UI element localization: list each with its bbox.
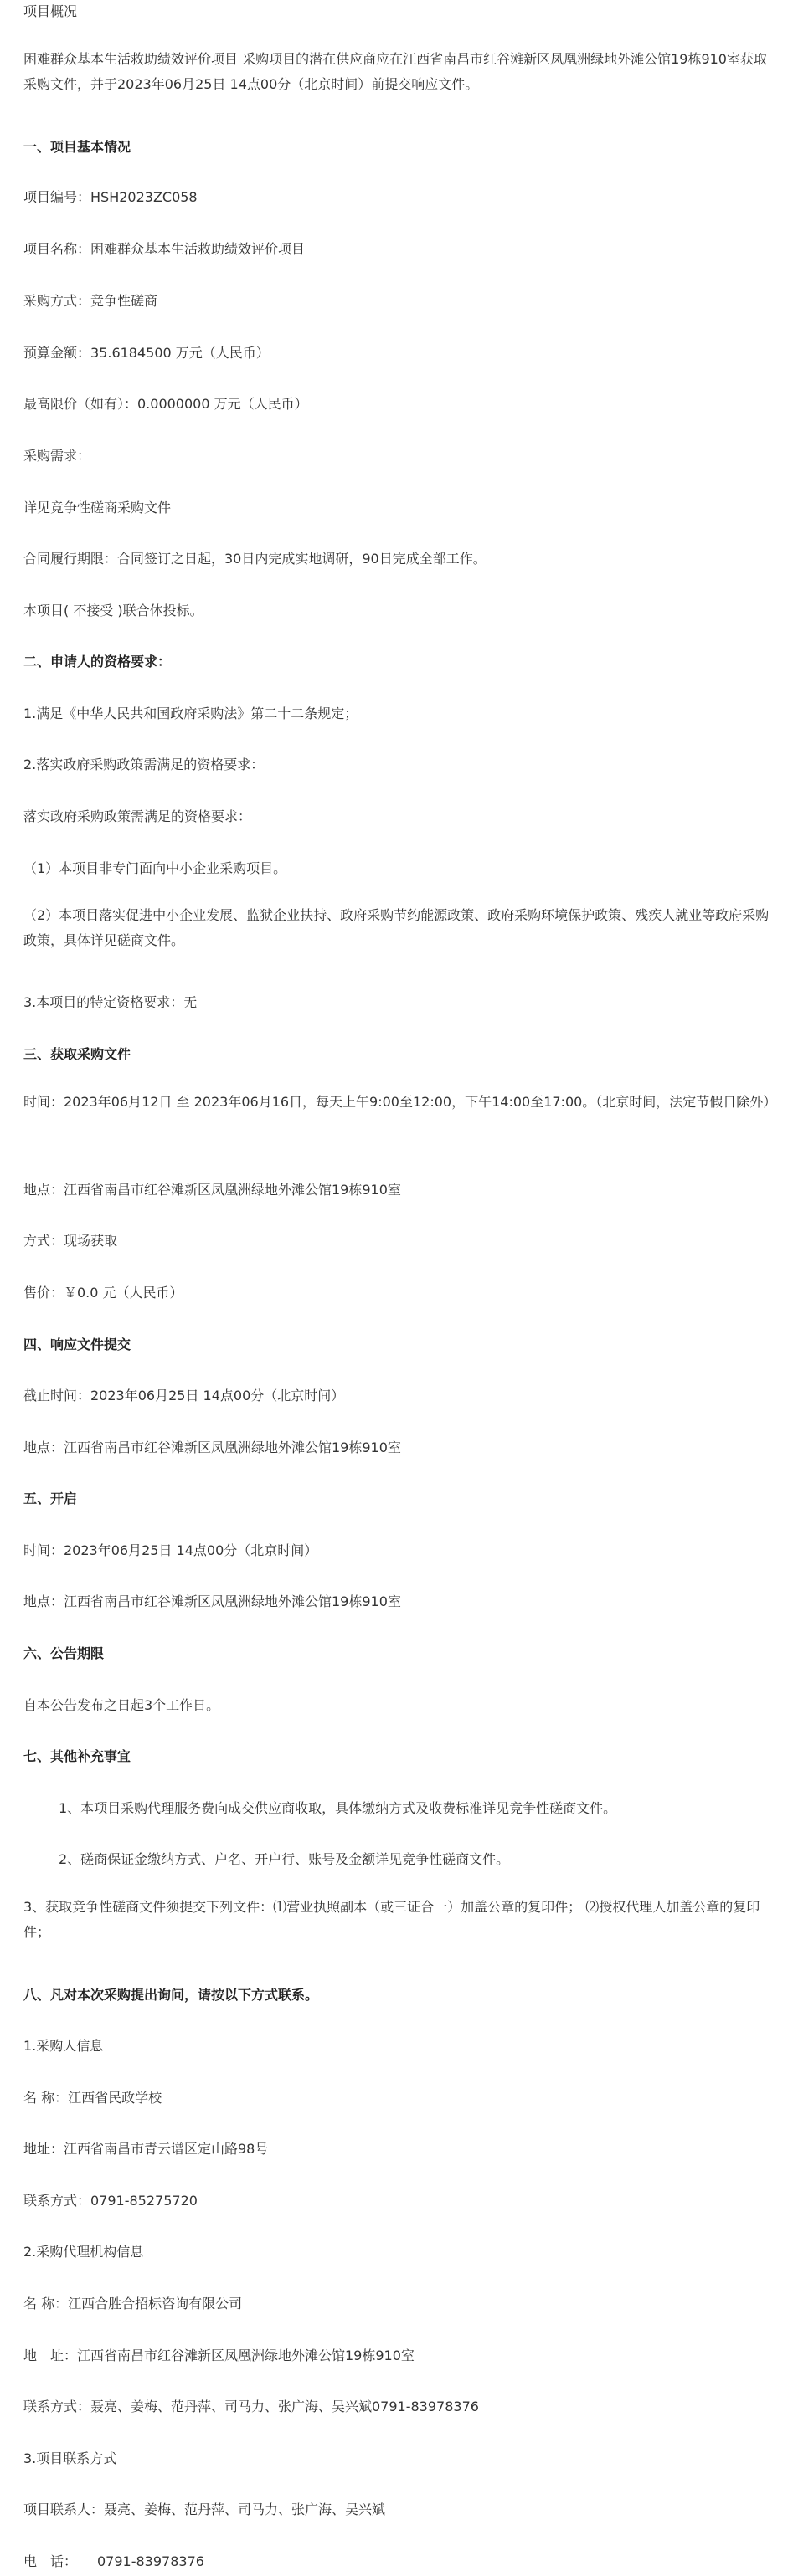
obtain-time: 时间：2023年06月12日 至 2023年06月16日，每天上午9:00至12:00，下午14:00至17:00。（北京时间，法定节假日除外）: [23, 1094, 777, 1110]
section-4-heading: 四、响应文件提交: [23, 1337, 131, 1352]
obtain-way: 方式：现场获取: [23, 1233, 118, 1249]
section-1-heading: 一、项目基本情况: [23, 139, 131, 155]
project-name: 项目名称：困难群众基本生活救助绩效评价项目: [23, 241, 306, 257]
supplement-item-2: 2、磋商保证金缴纳方式、户名、开户行、账号及金额详见竞争性磋商文件。: [59, 1851, 510, 1867]
consortium-note: 本项目( 不接受 )联合体投标。: [23, 603, 203, 618]
opening-place: 地点：江西省南昌市红谷滩新区凤凰洲绿地外滩公馆19栋910室: [23, 1593, 401, 1609]
project-contact-title: 3.项目联系方式: [23, 2450, 117, 2466]
requirement-2-item-1: （1）本项目非专门面向中小企业采购项目。: [23, 860, 287, 876]
buyer-info-title: 1.采购人信息: [23, 2038, 104, 2054]
section-6-heading: 六、公告期限: [23, 1645, 105, 1661]
agency-info-title: 2.采购代理机构信息: [23, 2244, 144, 2260]
budget-amount: 预算金额：35.6184500 万元（人民币）: [23, 345, 270, 361]
agency-name: 名 称：江西合胜合招标咨询有限公司: [23, 2296, 243, 2312]
procurement-needs-text: 详见竞争性磋商采购文件: [23, 500, 172, 516]
max-price: 最高限价（如有）：0.0000000 万元（人民币）: [23, 396, 308, 412]
overview-heading: 项目概况: [23, 3, 78, 19]
submission-place: 地点：江西省南昌市红谷滩新区凤凰洲绿地外滩公馆19栋910室: [23, 1439, 401, 1455]
buyer-name: 名 称：江西省民政学校: [23, 2090, 162, 2106]
requirement-1: 1.满足《中华人民共和国政府采购法》第二十二条规定；: [23, 706, 358, 721]
project-number: 项目编号：HSH2023ZC058: [23, 189, 198, 205]
document-price: 售价：￥0.0 元（人民币）: [23, 1285, 183, 1301]
buyer-address: 地址：江西省南昌市青云谱区定山路98号: [23, 2141, 269, 2157]
submission-deadline: 截止时间：2023年06月25日 14点00分（北京时间）: [23, 1388, 345, 1403]
obtain-place: 地点：江西省南昌市红谷滩新区凤凰洲绿地外滩公馆19栋910室: [23, 1182, 401, 1198]
procurement-method: 采购方式：竞争性磋商: [23, 293, 158, 309]
contract-period: 合同履行期限：合同签订之日起，30日内完成实地调研，90日完成全部工作。: [23, 551, 487, 567]
section-5-heading: 五、开启: [23, 1491, 78, 1506]
overview-text: 困难群众基本生活救助绩效评价项目 采购项目的潜在供应商应在江西省南昌市红谷滩新区凤凰洲绿地外滩公馆19栋910室获取采购文件，并于2023年06月25日 14点00分（北京时间）前提交响应文件。: [23, 51, 767, 92]
requirement-2-detail: 落实政府采购政策需满足的资格要求：: [23, 808, 252, 824]
procurement-needs-label: 采购需求：: [23, 448, 91, 464]
supplement-item-1: 1、本项目采购代理服务费向成交供应商收取，具体缴纳方式及收费标准详见竞争性磋商文件。: [59, 1800, 617, 1816]
opening-time: 时间：2023年06月25日 14点00分（北京时间）: [23, 1542, 318, 1558]
section-7-heading: 七、其他补充事宜: [23, 1748, 131, 1764]
requirement-3: 3.本项目的特定资格要求：无: [23, 994, 198, 1010]
section-8-heading: 八、凡对本次采购提出询问，请按以下方式联系。: [23, 1987, 319, 2003]
agency-contact: 联系方式：聂亮、姜梅、范丹萍、司马力、张广海、吴兴斌0791-83978376: [23, 2399, 479, 2414]
announcement-period: 自本公告发布之日起3个工作日。: [23, 1697, 220, 1713]
supplement-item-3: 3、获取竞争性磋商文件须提交下列文件：⑴营业执照副本（或三证合一）加盖公章的复印件； ⑵授权代理人加盖公章的复印件；: [23, 1899, 760, 1940]
buyer-contact: 联系方式：0791-85275720: [23, 2193, 198, 2209]
section-3-heading: 三、获取采购文件: [23, 1046, 131, 1062]
section-2-heading: 二、申请人的资格要求：: [23, 654, 172, 670]
project-contact-phone: 电 话： 0791-83978376: [23, 2553, 204, 2569]
agency-address: 地 址：江西省南昌市红谷滩新区凤凰洲绿地外滩公馆19栋910室: [23, 2348, 415, 2363]
requirement-2: 2.落实政府采购政策需满足的资格要求：: [23, 757, 265, 772]
project-contact-people: 项目联系人：聂亮、姜梅、范丹萍、司马力、张广海、吴兴斌: [23, 2502, 386, 2517]
requirement-2-item-2: （2）本项目落实促进中小企业发展、监狱企业扶持、政府采购节约能源政策、政府采购环境保护政策、残疾人就业等政府采购政策，具体详见磋商文件。: [23, 907, 770, 948]
